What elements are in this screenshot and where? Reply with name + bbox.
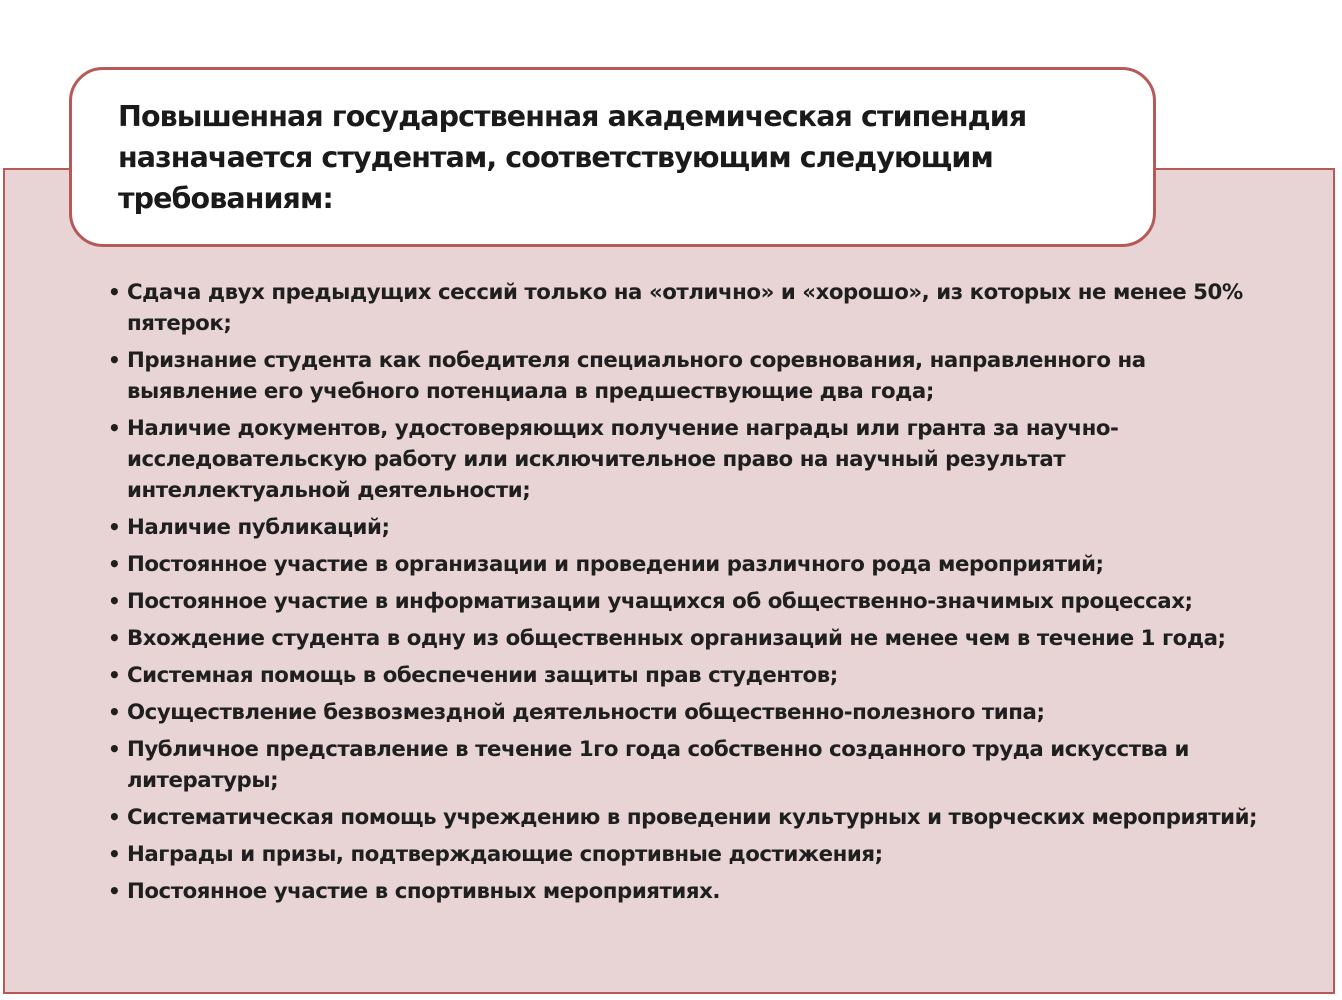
title-box (69, 67, 1156, 247)
list-item (108, 345, 1268, 407)
list-item-text: Наличие документов, удостоверяющих получение награды или гранта за научно-исследовательскую работу или исключительное право на научный результат интеллектуальной деятельности; (127, 416, 1119, 503)
list-item-text: Систематическая помощь учреждению в проведении культурных и творческих мероприятий; (127, 805, 1258, 830)
list-item (108, 549, 1268, 580)
list-item (108, 697, 1268, 728)
list-item (108, 802, 1268, 833)
list-item-text: Публичное представление в течение 1го года собственно созданного труда искусства и литературы; (127, 737, 1189, 793)
bullet-icon: • (108, 879, 121, 903)
bullet-icon: • (108, 700, 121, 724)
list-item-text: Осуществление безвозмездной деятельности общественно-полезного типа; (127, 700, 1045, 725)
list-item-text: Сдача двух предыдущих сессий только на «отлично» и «хорошо», из которых не менее 50% пятерок; (127, 280, 1243, 336)
list-item-text: Постоянное участие в организации и проведении различного рода мероприятий; (127, 552, 1104, 577)
bullet-icon: • (108, 626, 121, 650)
list-item (108, 413, 1268, 506)
list-item-text: Системная помощь в обеспечении защиты прав студентов; (127, 663, 838, 688)
list-item-text: Награды и призы, подтверждающие спортивные достижения; (127, 842, 883, 867)
bullet-icon: • (108, 280, 121, 304)
bullet-icon: • (108, 416, 121, 440)
slide-title: Повышенная государственная академическая стипендия назначается студентам, соответствующим следующим требованиям: (118, 100, 1027, 215)
bullet-icon: • (108, 842, 121, 866)
bullet-icon: • (108, 663, 121, 687)
list-item (108, 623, 1268, 654)
bullet-icon: • (108, 737, 121, 761)
list-item-text: Постоянное участие в спортивных мероприятиях. (127, 879, 721, 904)
list-item (108, 876, 1268, 907)
list-item (108, 660, 1268, 691)
bullet-icon: • (108, 552, 121, 576)
list-item-text: Признание студента как победителя специального соревнования, направленного на выявление его учебного потенциала в предшествующие два года; (127, 348, 1146, 404)
list-item (108, 512, 1268, 543)
bullet-icon: • (108, 805, 121, 829)
list-item (108, 839, 1268, 870)
requirements-list (108, 277, 1268, 913)
list-item-text: Постоянное участие в информатизации учащихся об общественно-значимых процессах; (127, 589, 1193, 614)
bullet-icon: • (108, 589, 121, 613)
bullet-icon: • (108, 515, 121, 539)
list-item-text: Вхождение студента в одну из общественных организаций не менее чем в течение 1 года; (127, 626, 1226, 651)
list-item (108, 586, 1268, 617)
bullet-icon: • (108, 348, 121, 372)
list-item-text: Наличие публикаций; (127, 515, 390, 540)
list-item (108, 277, 1268, 339)
list-item (108, 734, 1268, 796)
